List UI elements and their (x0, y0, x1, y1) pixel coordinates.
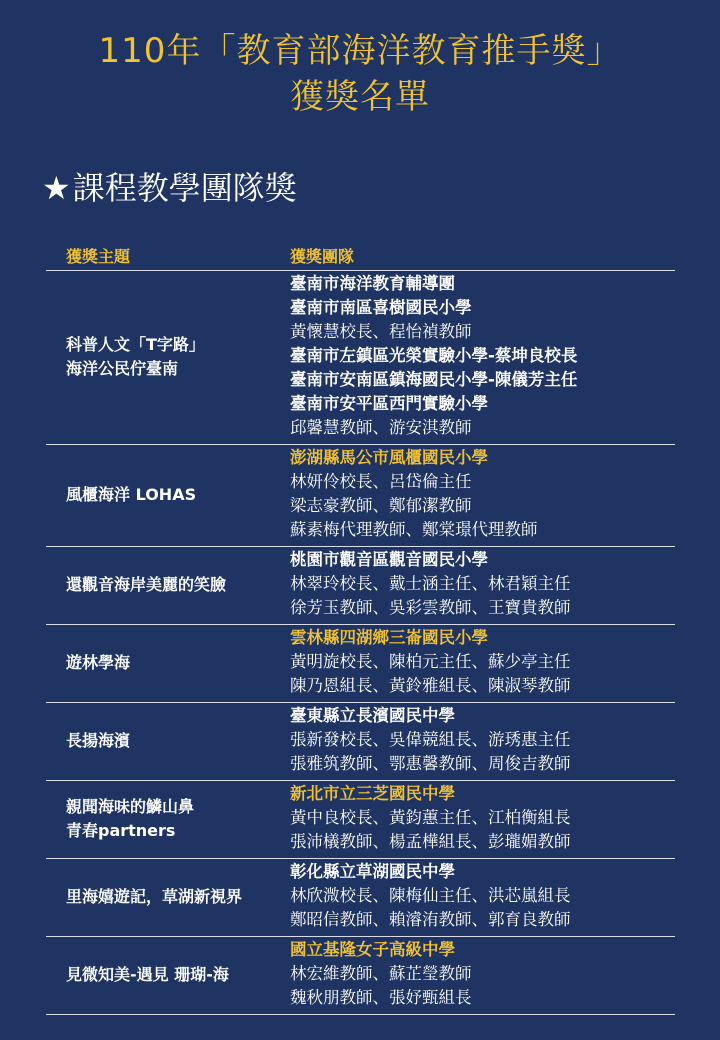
award-topic-line: 長揚海濱 (66, 731, 131, 750)
school-name: 臺東縣立長濱國民中學 (290, 706, 455, 725)
award-team (290, 782, 710, 854)
section-heading (42, 168, 297, 208)
team-members: 林欣溦校長、陳梅仙主任、洪芯嵐組長 (290, 886, 571, 905)
team-members: 林翠玲校長、戴士涵主任、林君穎主任 (290, 574, 571, 593)
award-team (290, 272, 710, 440)
team-members: 黃明旋校長、陳柏元主任、蘇少亭主任 (290, 652, 571, 671)
page-title-line2: 獲獎名單 (290, 77, 430, 117)
award-topic-line: 還觀音海岸美麗的笑臉 (66, 575, 227, 594)
table-row (0, 780, 720, 858)
team-members: 張雅筑教師、鄂惠馨教師、周俊吉教師 (290, 754, 571, 773)
award-topic (66, 780, 288, 858)
table-row (0, 624, 720, 702)
award-team (290, 938, 710, 1010)
team-members: 張新發校長、吳偉競組長、游琇惠主任 (290, 730, 571, 749)
award-topic-line: 親聞海味的鱗山鼻 (66, 797, 195, 816)
award-team (290, 860, 710, 932)
team-members: 邱馨慧教師、游安淇教師 (290, 418, 472, 437)
table-row (0, 936, 720, 1014)
team-members: 張沛檥教師、楊孟樺組長、彭瓏媚教師 (290, 832, 571, 851)
school-name: 臺南市南區喜樹國民小學 (290, 298, 472, 317)
award-topic (66, 702, 288, 780)
school-name: 臺南市海洋教育輔導團 (290, 274, 455, 293)
award-team (290, 704, 710, 776)
school-name: 臺南市安南區鎮海國民小學-陳儀芳主任 (290, 370, 578, 389)
table-row (0, 444, 720, 546)
school-name: 澎湖縣馬公市風櫃國民小學 (290, 448, 488, 467)
award-topic (66, 546, 288, 624)
school-name: 新北市立三芝國民中學 (290, 784, 455, 803)
section-heading-text: 課程教學團隊獎 (72, 169, 297, 207)
table-rule (46, 1014, 675, 1015)
school-name: 彰化縣立草湖國民中學 (290, 862, 455, 881)
award-topic-line: 科普人文「T字路」 (66, 335, 205, 354)
table-row (0, 270, 720, 444)
award-topic (66, 858, 288, 936)
page-title-line1: 110年「教育部海洋教育推手獎」 (98, 31, 622, 71)
table-row (0, 546, 720, 624)
award-topic (66, 444, 288, 546)
award-topic-line: 見微知美-遇見 珊瑚-海 (66, 965, 229, 984)
header-team: 獲獎團隊 (290, 247, 355, 266)
award-topic-line: 青春partners (66, 821, 176, 840)
award-topic-line: 海洋公民佇臺南 (66, 359, 179, 378)
school-name: 臺南市左鎮區光榮實驗小學-蔡坤良校長 (290, 346, 578, 365)
table-row (0, 858, 720, 936)
school-name: 雲林縣四湖鄉三崙國民小學 (290, 628, 488, 647)
award-team (290, 626, 710, 698)
header-topic: 獲獎主題 (66, 247, 131, 266)
award-topic (66, 936, 288, 1014)
award-team (290, 548, 710, 620)
award-topic (66, 270, 288, 444)
team-members: 魏秋朋教師、張妤甄組長 (290, 988, 472, 1007)
team-members: 黃中良校長、黃鈞蕙主任、江柏衡組長 (290, 808, 571, 827)
award-topic (66, 624, 288, 702)
school-name: 國立基隆女子高級中學 (290, 940, 455, 959)
school-name: 桃園市觀音區觀音國民小學 (290, 550, 488, 569)
team-members: 梁志豪教師、鄭郁潔教師 (290, 496, 472, 515)
team-members: 林妍伶校長、呂岱倫主任 (290, 472, 472, 491)
table-header (0, 245, 720, 269)
team-members: 徐芳玉教師、吳彩雲教師、王寶貴教師 (290, 598, 571, 617)
team-members: 蘇素梅代理教師、鄭棠璟代理教師 (290, 520, 538, 539)
star-icon: ★ (42, 169, 71, 207)
school-name: 臺南市安平區西門實驗小學 (290, 394, 488, 413)
award-team (290, 446, 710, 542)
award-topic-line: 風櫃海洋 LOHAS (66, 485, 197, 504)
team-members: 林宏維教師、蘇芷瑩教師 (290, 964, 472, 983)
table-row (0, 702, 720, 780)
award-topic-line: 遊林學海 (66, 653, 131, 672)
team-members: 陳乃恩組長、黃鈴雅組長、陳淑琴教師 (290, 676, 571, 695)
team-members: 黃懷慧校長、程怡禎教師 (290, 322, 472, 341)
award-topic-line: 里海嬉遊記，草湖新視界 (66, 887, 243, 906)
team-members: 鄭昭信教師、賴濬洧教師、郭育良教師 (290, 910, 571, 929)
